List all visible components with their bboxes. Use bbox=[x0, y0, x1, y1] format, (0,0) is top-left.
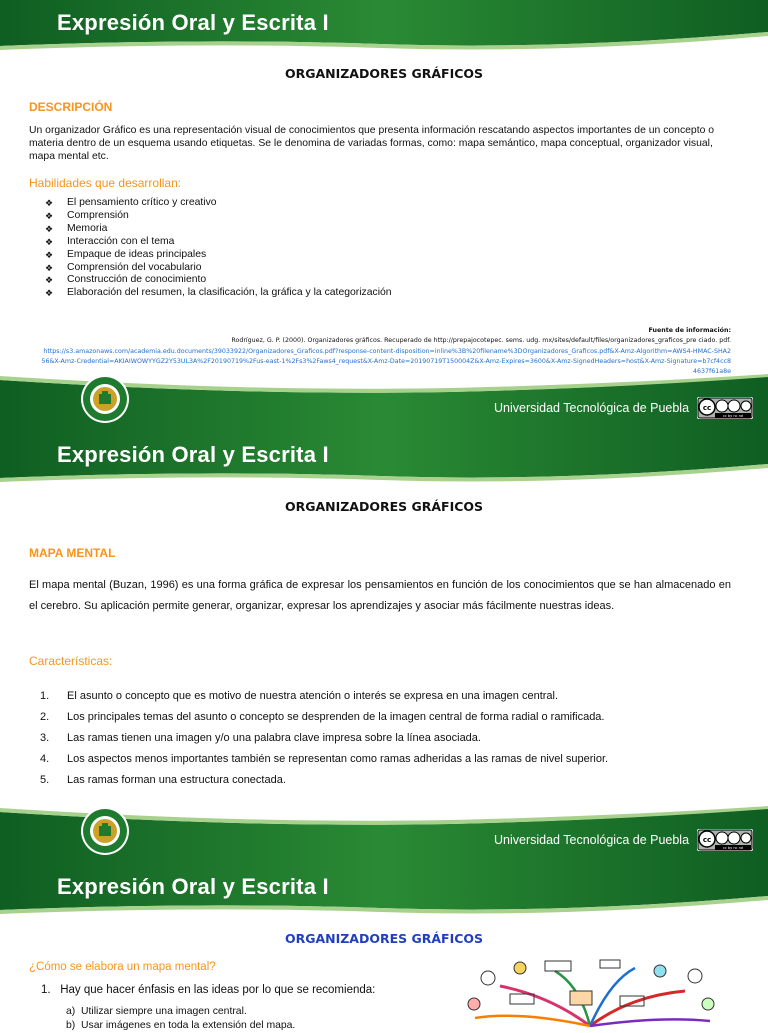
list-item: a) Utilizar siempre una imagen central. bbox=[66, 1006, 247, 1017]
slide-header bbox=[0, 0, 768, 50]
description-paragraph: Un organizador Gráfico es una representación visual de conocimientos que presenta información rescatando aspectos importantes de un concepto o materia dentro de un esquema usando etiquetas. Se le denomina de variadas formas, como: mapa semántico, mapa conceptual, organizador visual, mapa mental etc. bbox=[29, 125, 715, 162]
list-item: ❖ El pensamiento crítico y creativo bbox=[45, 197, 217, 208]
diamond-bullet-icon: ❖ bbox=[45, 236, 54, 247]
page-title: ORGANIZADORES GRÁFICOS bbox=[284, 499, 484, 514]
university-seal-icon bbox=[80, 374, 130, 424]
course-title: Expresión Oral y Escrita I bbox=[57, 874, 329, 899]
list-item: ❖ Elaboración del resumen, la clasificación, la gráfica y la categorización bbox=[45, 287, 392, 299]
list-item: 1. El asunto o concepto que es motivo de nuestra atención o interés se expresa en una imagen central. bbox=[40, 690, 559, 702]
source-block bbox=[41, 326, 731, 377]
creative-commons-badge-icon bbox=[697, 829, 753, 851]
svg-text:cc: cc bbox=[702, 836, 712, 844]
list-item: ❖ Interacción con el tema bbox=[45, 235, 175, 247]
university-name: Universidad Tecnológica de Puebla bbox=[494, 833, 690, 847]
features-list bbox=[40, 686, 608, 791]
course-title: Expresión Oral y Escrita I bbox=[57, 442, 329, 467]
diamond-bullet-icon: ❖ bbox=[45, 210, 54, 221]
list-item: 2. Los principales temas del asunto o concepto se desprenden de la imagen central de forma radial o ramificada. bbox=[40, 711, 605, 723]
list-item: 5. Las ramas forman una estructura conectada. bbox=[40, 774, 286, 786]
page-title: ORGANIZADORES GRÁFICOS bbox=[284, 931, 484, 946]
svg-text:cc by nc nd: cc by nc nd bbox=[722, 846, 744, 850]
source-link[interactable]: https://s3.amazonaws.com/academia.edu.documents/39033922/Organizadores_Graficos.pdf?response-content-disposition=inline%3B%20filename%3DOrganizadores_Graficos.pdf&X-Amz-Algorithm=AWS4-HMAC-SHA256&X-Amz-Credential=AKIAIWOWYYGZ2Y53UL3A%2F20190719%2Fus-east-1%2Fs3%2Faws4_request&X-Amz-Date=20190719T150004Z&X-Amz-Expires=3600&X-Amz-SignedHeaders=host&X-Amz-Signature=b7cf4cc84637f61a8e bbox=[41, 347, 731, 376]
list-item: ❖ Construcción de conocimiento bbox=[45, 274, 207, 286]
creative-commons-badge-icon bbox=[697, 397, 753, 419]
university-seal-icon bbox=[80, 806, 130, 856]
slide-header bbox=[0, 864, 768, 914]
diamond-bullet-icon: ❖ bbox=[45, 249, 54, 260]
university-name: Universidad Tecnológica de Puebla bbox=[494, 401, 690, 415]
slide-footer bbox=[0, 806, 768, 864]
source-citation: Rodríguez, G. P. (2000). Organizadores gráficos. Recuperado de http://prepajocotepec. sems. udg. mx/sites/default/files/organizadores_graficos_pre ciado. pdf. bbox=[231, 337, 731, 345]
diamond-bullet-icon: ❖ bbox=[45, 223, 54, 234]
slide-footer bbox=[0, 374, 768, 432]
features-heading: Características: bbox=[29, 654, 113, 668]
list-item: ❖ Empaque de ideas principales bbox=[45, 248, 207, 260]
list-item: 4. Los aspectos menos importantes también se representan como ramas adheridas a las ramas de nivel superior. bbox=[40, 753, 609, 765]
slide-header bbox=[0, 432, 768, 482]
list-item: ❖ Comprensión del vocabulario bbox=[45, 261, 202, 273]
question-heading: ¿Cómo se elabora un mapa mental? bbox=[29, 961, 216, 973]
sub-steps bbox=[66, 1005, 295, 1033]
list-item: ❖ Memoria bbox=[45, 222, 108, 234]
diamond-bullet-icon: ❖ bbox=[45, 275, 54, 286]
skills-list bbox=[45, 197, 392, 300]
svg-text:cc by nc nd: cc by nc nd bbox=[722, 414, 744, 418]
skills-heading: Habilidades que desarrollan: bbox=[29, 176, 182, 190]
list-item: b) Usar imágenes en toda la extensión del mapa. bbox=[66, 1020, 296, 1031]
source-title: Fuente de información: bbox=[648, 327, 731, 334]
svg-text:cc: cc bbox=[702, 404, 712, 412]
slide-2 bbox=[0, 432, 768, 864]
diamond-bullet-icon: ❖ bbox=[45, 262, 54, 273]
diamond-bullet-icon: ❖ bbox=[45, 288, 54, 299]
page-title: ORGANIZADORES GRÁFICOS bbox=[284, 66, 484, 81]
mind-map-illustration-icon bbox=[460, 956, 722, 1028]
diamond-bullet-icon: ❖ bbox=[45, 198, 54, 208]
list-item: ❖ Comprensión bbox=[45, 209, 129, 221]
slide-3 bbox=[0, 864, 768, 1031]
slide-1 bbox=[0, 0, 768, 432]
course-title: Expresión Oral y Escrita I bbox=[57, 10, 329, 35]
step-1: 1. Hay que hacer énfasis en las ideas por lo que se recomienda: bbox=[41, 984, 376, 996]
section-heading: MAPA MENTAL bbox=[29, 546, 116, 560]
mind-map-paragraph: El mapa mental (Buzan, 1996) es una forma gráfica de expresar los pensamientos en función de los conocimientos que se han almacenado en el cerebro. Su aplicación permite generar, organizar, expresar los aprendizajes y asociar más fácilmente nuestras ideas. bbox=[29, 579, 731, 612]
section-heading: DESCRIPCIÓN bbox=[29, 100, 113, 114]
list-item: 3. Las ramas tienen una imagen y/o una palabra clave impresa sobre la línea asociada. bbox=[40, 732, 481, 744]
